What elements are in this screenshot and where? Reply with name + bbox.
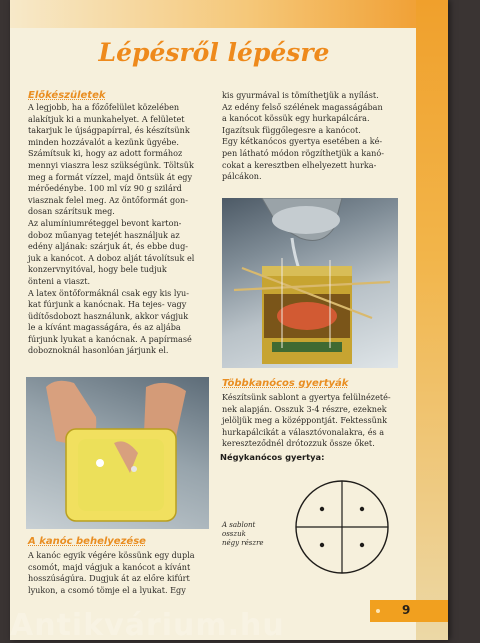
section-title-multi-wick: Többkanócos gyertyák: [222, 378, 349, 389]
wick-point-top-right: [360, 507, 364, 511]
page-number: 9: [402, 603, 411, 617]
wick-placement-illustration: [26, 377, 209, 529]
preparation-text: A legjobb, ha a főzőfelület közelében alakítjuk ki a munkahelyet. A felületet takarjuk le újságpapírral, és készítsünk minden hozzávalót a kezünk ügyébe. Számítsuk ki, hogy az adott formához mennyi viaszra lesz szükségünk. Töltsük meg a formát vízzel, majd öntsük át egy mérőedénybe. 100 ml víz 90 g szilárd viasznak felel meg. Az öntőformát gon- dosan szárítsuk meg. Az alumíniumréteggel bevont karton- doboz műanyag tetejét használjuk az edény aljának: szárjuk át, és ebbe dug- juk a kanócot. A doboz alját távolítsuk el konzervnyitóval, hogy bele tudjuk önteni a viaszt. A latex öntőformáknál csak egy kis lyu- kat fúrjunk a kanócnak. Ha tejes- vagy üdítősdobozt használunk, akkor vágjuk le a kívánt magasságára, és az aljába fúrjunk lyukat a kanócnak. A papírmasé doboznoknál hasonlóan járjunk el.: [28, 102, 195, 356]
right-page-edge: [416, 0, 448, 640]
wick-insertion-text: A kanóc egyik végére kössünk egy dupla csomót, majd vágjuk a kanócot a kívánt hosszúságúra. Dugjuk át az előre kifúrt lyukon, a csomó tömje el a lyukat. Egy: [28, 550, 195, 595]
wick-point-bottom-right: [360, 543, 364, 547]
template-note: A sablont osszuk négy részre: [222, 521, 264, 547]
right-column-top-text: kis gyurmával is tömíthetjük a nyílást. Az edény felső szélének magasságában a kanócot kössük egy hurkapálcára. Igazítsuk függőlegesre a kanócot. Egy kétkanócos gyertya esetében a ké- pen látható módon rögzíthetjük a kanó- cokat a keresztben elhelyezett hurka- pálcákon.: [222, 90, 384, 182]
top-color-band: [10, 0, 448, 28]
pouring-wax-illustration: [222, 198, 398, 368]
section-title-preparation: Előkészületek: [28, 90, 106, 101]
four-wick-template-diagram: [290, 462, 400, 592]
book-page: [10, 0, 448, 640]
photo-pouring-wax: [222, 198, 398, 368]
page-heading: Lépésről lépésre: [98, 38, 330, 67]
section-title-wick-insertion: A kanóc behelyezése: [28, 536, 146, 547]
page-tab-dot: [376, 609, 380, 613]
watermark: Antikvárium.hu: [10, 608, 285, 643]
wick-point-bottom-left: [320, 543, 324, 547]
wick-point-top-left: [320, 507, 324, 511]
photo-wick-placement: [26, 377, 209, 529]
multi-wick-text: Készítsünk sablont a gyertya felülnézeté- nek alapján. Osszuk 3-4 részre, ezeknek jelöljük meg a középpontját. Fektessünk hurkapálcikát a választóvonalakra, és a kereszteződnél drótozzuk össze őket.: [222, 392, 391, 449]
template-label: Négykanócos gyertya:: [220, 452, 325, 462]
